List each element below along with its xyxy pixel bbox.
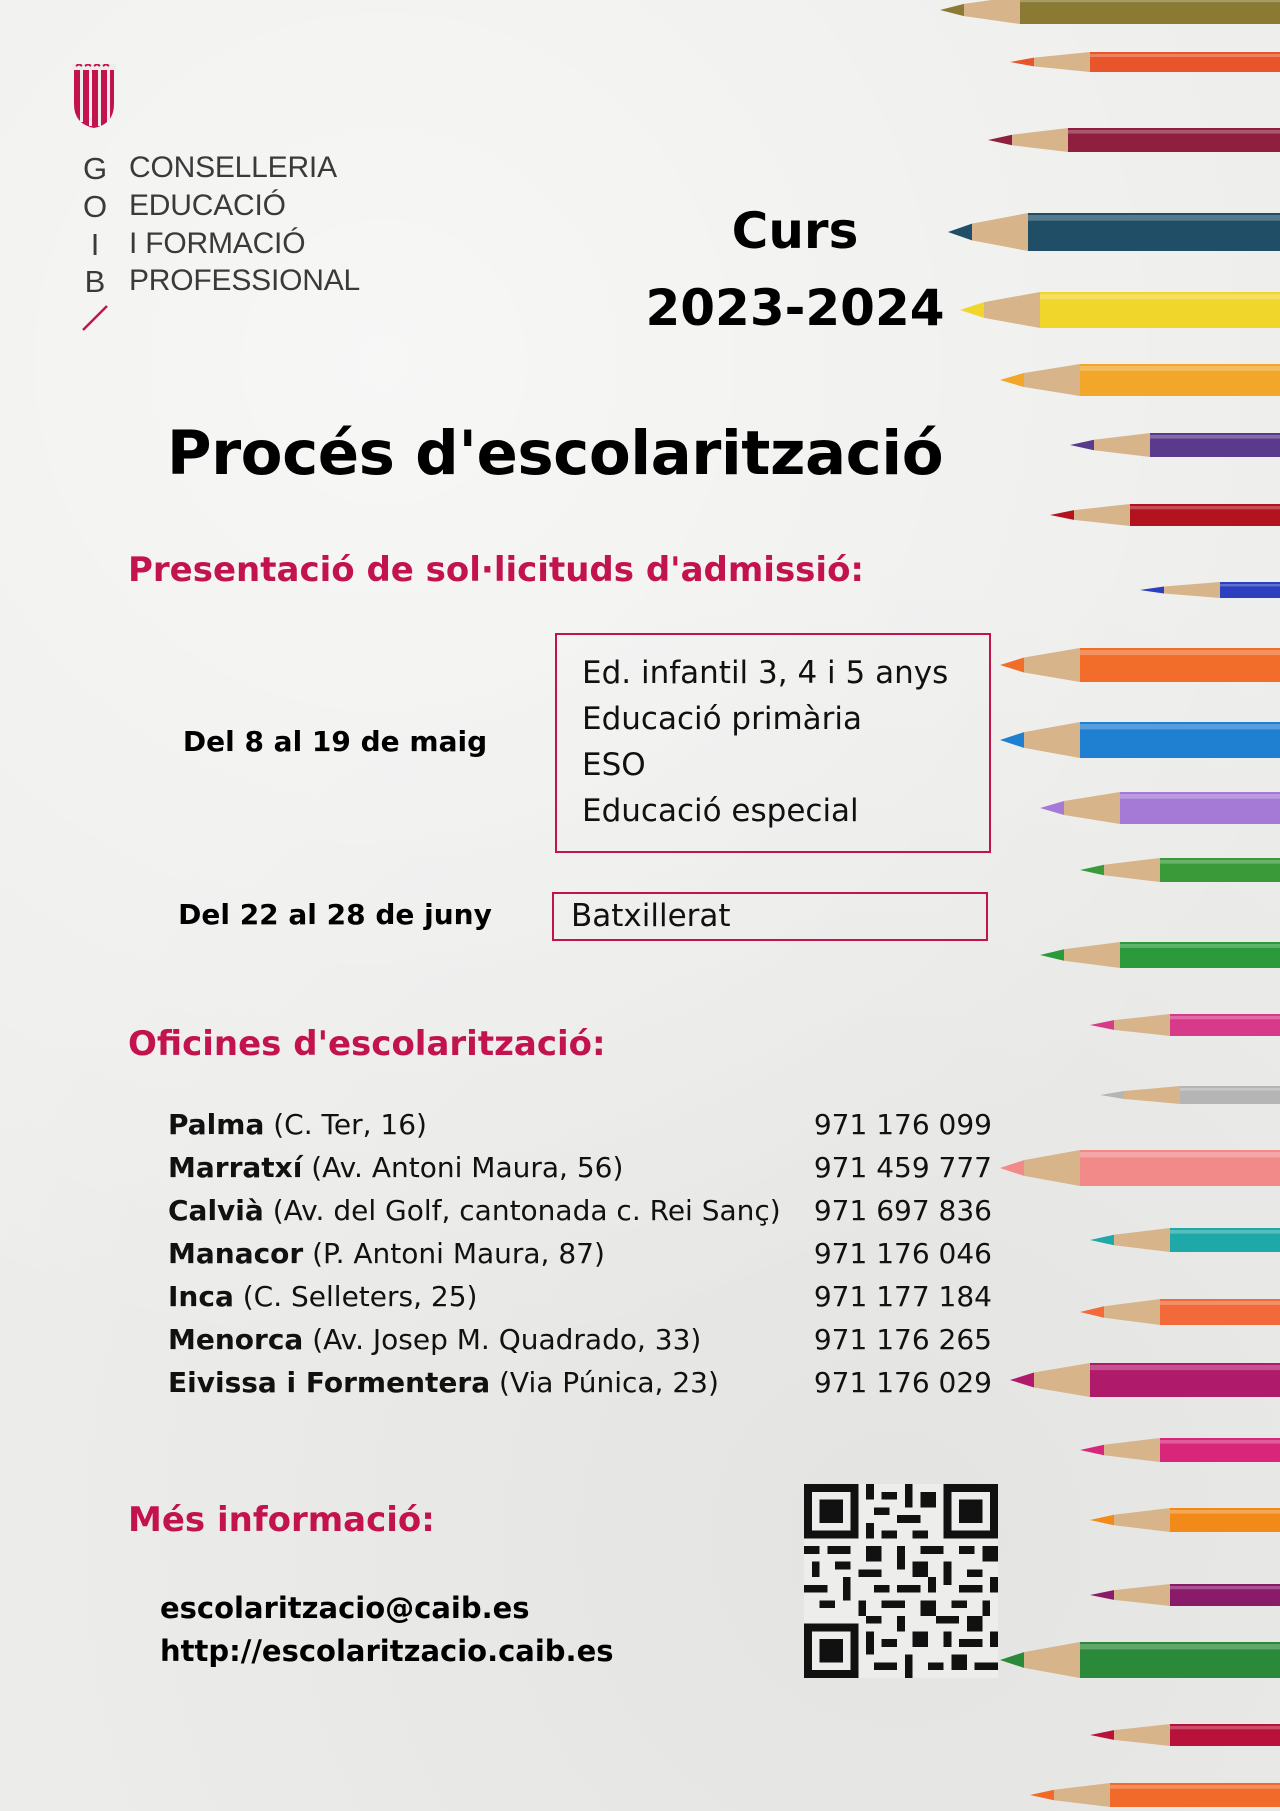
logo-letter-b: B xyxy=(84,264,106,299)
office-address: (C. Selleters, 25) xyxy=(233,1280,478,1313)
period-1-dates: Del 8 al 19 de maig xyxy=(182,725,488,758)
pencil-decoration xyxy=(940,0,1280,24)
pencil-decoration xyxy=(1030,1783,1280,1807)
office-row xyxy=(168,1151,998,1191)
pencil-decoration xyxy=(988,128,1280,152)
department-line-3: I FORMACIÓ xyxy=(129,227,306,260)
pencil-decoration xyxy=(1080,1299,1280,1325)
pencil-decoration xyxy=(1080,1438,1280,1462)
info-heading: Més informació: xyxy=(128,1500,435,1540)
office-row xyxy=(168,1108,998,1148)
pencil-decoration xyxy=(1090,1584,1280,1606)
pencil-decoration xyxy=(1100,1086,1280,1104)
logo-slash-mark xyxy=(80,304,110,332)
department-line-4: PROFESSIONAL xyxy=(129,264,360,297)
department-line-2: EDUCACIÓ xyxy=(129,189,286,222)
period-2-levels-box xyxy=(552,892,988,941)
period-1-levels-box xyxy=(555,633,991,853)
logo-letter-o: O xyxy=(82,189,108,224)
pencil-decoration xyxy=(1080,858,1280,882)
office-row xyxy=(168,1194,998,1234)
pencil-decoration xyxy=(1010,1363,1280,1397)
pencil-decoration xyxy=(1090,1508,1280,1532)
office-name: Manacor xyxy=(168,1237,304,1270)
office-name: Calvià xyxy=(168,1194,264,1227)
office-address: (Av. Antoni Maura, 56) xyxy=(302,1151,624,1184)
course-years: 2023-2024 xyxy=(645,279,945,337)
office-address: (Via Púnica, 23) xyxy=(490,1366,719,1399)
period-1-level: Educació especial xyxy=(582,793,859,829)
office-address: (P. Antoni Maura, 87) xyxy=(303,1237,605,1270)
period-2-level: Batxillerat xyxy=(571,898,731,934)
pencil-decoration xyxy=(1050,504,1280,526)
office-name: Marratxí xyxy=(168,1151,303,1184)
office-phone: 971 177 184 xyxy=(813,1280,992,1313)
period-1-level: ESO xyxy=(582,747,646,783)
office-address: (Av. del Golf, cantonada c. Rei Sanç) xyxy=(263,1194,781,1227)
course-label: Curs xyxy=(731,202,859,260)
pencil-decoration xyxy=(1040,942,1280,968)
office-row xyxy=(168,1237,998,1277)
pencil-decoration xyxy=(1000,1150,1280,1186)
office-phone: 971 176 029 xyxy=(813,1366,992,1399)
pencil-decoration xyxy=(1010,52,1280,72)
period-2-dates: Del 22 al 28 de juny xyxy=(178,898,492,931)
pencil-decoration xyxy=(960,292,1280,328)
office-name: Menorca xyxy=(168,1323,304,1356)
pencil-decoration xyxy=(1090,1228,1280,1252)
contact-url-link[interactable]: http://escolaritzacio.caib.es xyxy=(160,1634,614,1668)
office-name: Palma xyxy=(168,1108,265,1141)
logo-letter-g: G xyxy=(82,151,108,186)
pencil-decoration xyxy=(1000,722,1280,758)
period-1-level: Ed. infantil 3, 4 i 5 anys xyxy=(582,655,949,691)
office-row xyxy=(168,1280,998,1320)
department-line-1: CONSELLERIA xyxy=(129,151,337,184)
office-name: Inca xyxy=(168,1280,234,1313)
office-phone: 971 176 099 xyxy=(813,1108,992,1141)
pencil-decoration xyxy=(1000,648,1280,682)
goib-emblem-icon xyxy=(72,64,116,130)
pencil-decoration xyxy=(1090,1014,1280,1036)
admission-heading: Presentació de sol·licituds d'admissió: xyxy=(128,550,865,590)
pencil-decoration xyxy=(1000,364,1280,396)
office-row xyxy=(168,1366,998,1406)
office-address: (C. Ter, 16) xyxy=(264,1108,427,1141)
office-phone: 971 176 265 xyxy=(813,1323,992,1356)
office-phone: 971 697 836 xyxy=(813,1194,992,1227)
pencil-decoration xyxy=(1000,1642,1280,1678)
page-title: Procés d'escolarització xyxy=(166,418,944,489)
period-1-level: Educació primària xyxy=(582,701,863,737)
office-name: Eivissa i Formentera xyxy=(168,1366,491,1399)
pencil-decoration xyxy=(1090,1724,1280,1746)
colored-pencils-image xyxy=(940,0,1280,1811)
office-phone: 971 459 777 xyxy=(813,1151,992,1184)
pencil-decoration xyxy=(948,213,1280,251)
pencil-decoration xyxy=(1070,433,1280,457)
office-phone: 971 176 046 xyxy=(813,1237,992,1270)
office-row xyxy=(168,1323,998,1363)
pencil-decoration xyxy=(1140,582,1280,598)
offices-heading: Oficines d'escolarització: xyxy=(128,1024,606,1064)
pencil-decoration xyxy=(1040,792,1280,824)
contact-email-link[interactable]: escolaritzacio@caib.es xyxy=(160,1591,530,1625)
logo-letter-i: I xyxy=(90,227,100,262)
office-address: (Av. Josep M. Quadrado, 33) xyxy=(303,1323,702,1356)
